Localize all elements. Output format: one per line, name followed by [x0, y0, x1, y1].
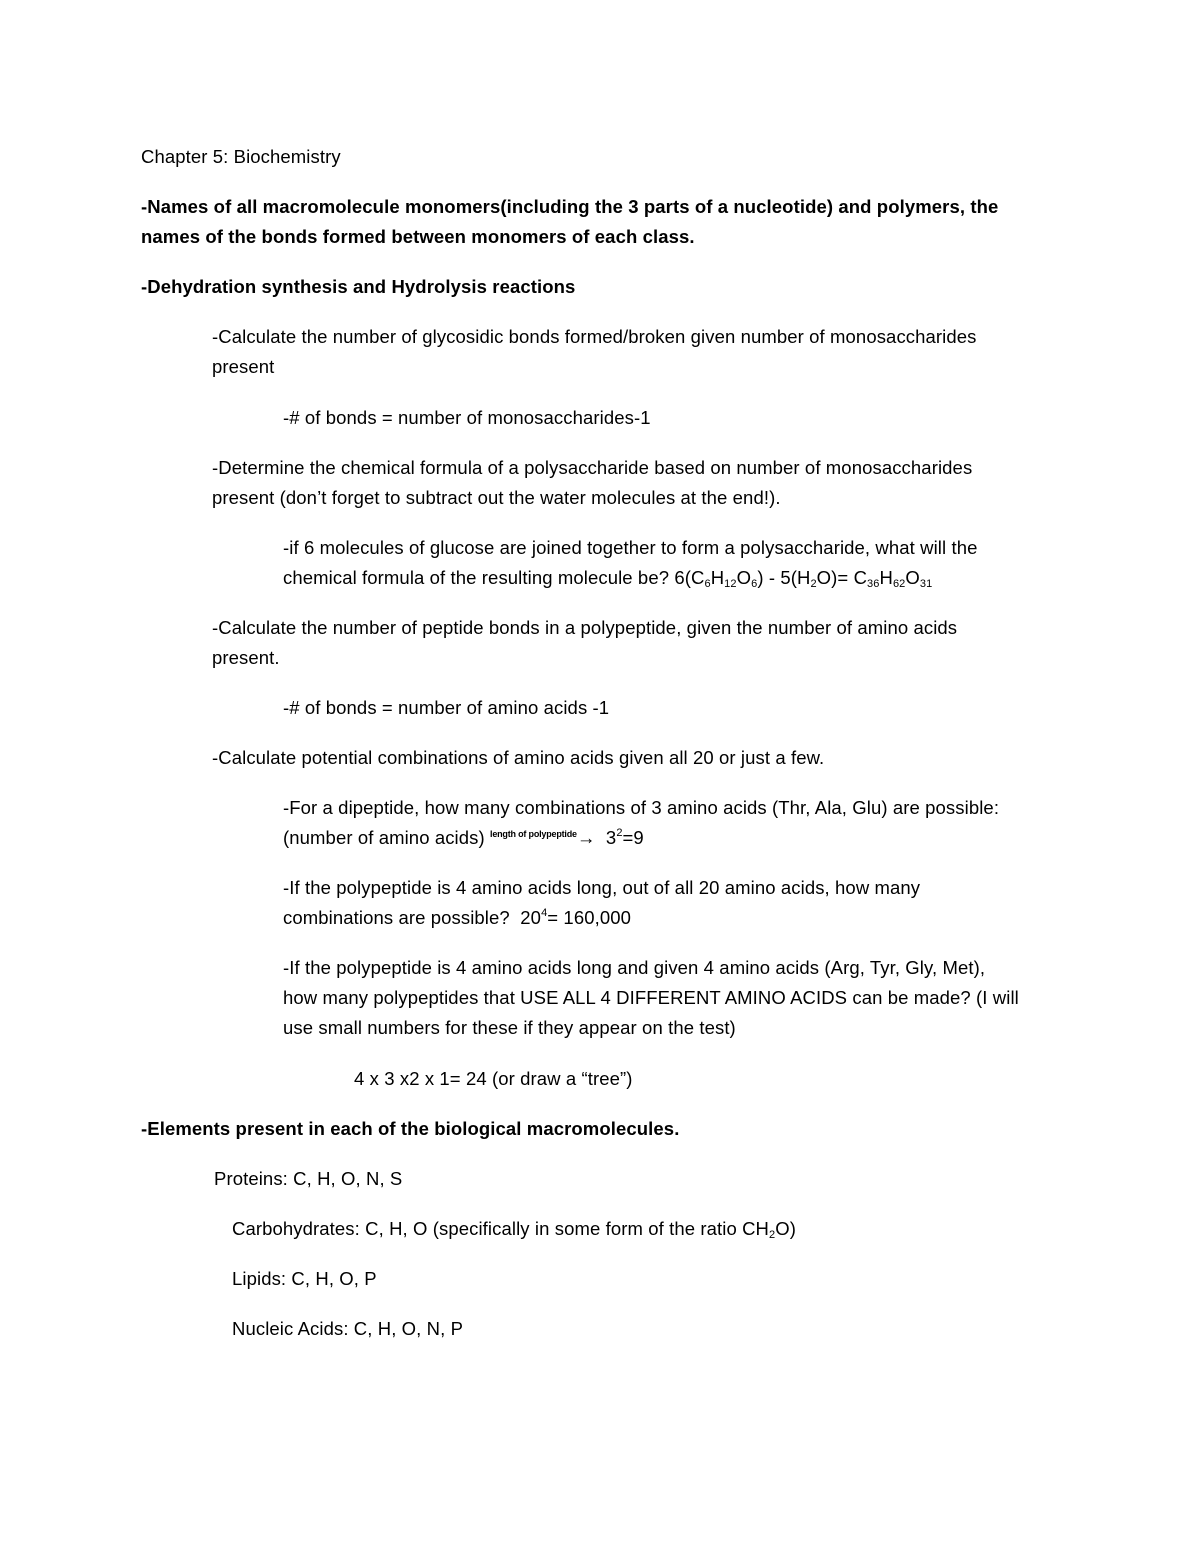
arrow-icon: → — [576, 827, 596, 848]
given-amino-example-line-1: -If the polypeptide is 4 amino acids long and given 4 amino acids (Arg, Tyr, Gly, Met), — [283, 957, 986, 978]
glucose-example-line-1: -if 6 molecules of glucose are joined together to form a polysaccharide, what will the — [283, 537, 978, 558]
macromolecule-names-line-2: names of the bonds formed between monomers of each class. — [141, 226, 695, 247]
dipeptide-exponent-label: length of polypeptide — [490, 829, 577, 839]
peptide-bonds-line-2: present. — [212, 647, 280, 668]
dipeptide-example-line-1: -For a dipeptide, how many combinations of 3 amino acids (Thr, Ala, Glu) are possible: — [283, 797, 1000, 818]
chapter-title: Chapter 5: Biochemistry — [141, 146, 341, 167]
glycosidic-bonds-rule: -# of bonds = number of monosaccharides-1 — [283, 407, 651, 428]
glycosidic-bonds-line-1: -Calculate the number of glycosidic bonds formed/broken given number of monosaccharides — [212, 326, 977, 347]
four-amino-example-line-2: combinations are possible? $20^4= 160,000$ — [283, 907, 631, 928]
amino-acid-combinations-heading: -Calculate potential combinations of amino acids given all 20 or just a few. — [212, 747, 825, 768]
peptide-bonds-line-1: -Calculate the number of peptide bonds in a polypeptide, given the number of amino acids — [212, 617, 958, 638]
dipeptide-expression: (number of amino acids) — [283, 827, 485, 848]
given-amino-example-line-2: how many polypeptides that USE ALL 4 DIFFERENT AMINO ACIDS can be made? (I will — [283, 987, 1019, 1008]
glucose-example-question: chemical formula of the resulting molecule be? — [283, 567, 670, 588]
nucleic-acids-elements: Nucleic Acids: C, H, O, N, P — [232, 1318, 464, 1339]
given-amino-example-line-3: use small numbers for these if they appear on the test) — [283, 1017, 736, 1038]
glucose-example-line-2 — [283, 566, 932, 590]
glucose-equation: $6(C_6H_{12}O_6) - 5(H_2O)= C_{36}H_{62}O_{31}$ — [674, 567, 933, 590]
carbohydrates-elements: Carbohydrates: C, H, O (specifically in some form of the ratio $CH_2O$) — [232, 1218, 796, 1241]
four-amino-example-line-1: -If the polypeptide is 4 amino acids long, out of all 20 amino acids, how many — [283, 877, 921, 898]
dehydration-hydrolysis-heading: -Dehydration synthesis and Hydrolysis reactions — [141, 276, 576, 297]
proteins-elements: Proteins: C, H, O, N, S — [214, 1168, 403, 1189]
dipeptide-example-line-2: (number of amino acids) $^{length of polypeptide}\to 3^2=9$ — [283, 827, 644, 848]
polysaccharide-formula-line-2: present (don’t forget to subtract out the water molecules at the end!). — [212, 487, 781, 508]
tree-calculation: 4 x 3 x2 x 1= 24 (or draw a “tree”) — [354, 1068, 633, 1089]
elements-heading: -Elements present in each of the biological macromolecules. — [141, 1118, 680, 1139]
polysaccharide-formula-line-1: -Determine the chemical formula of a polysaccharide based on number of monosaccharides — [212, 457, 973, 478]
peptide-bonds-rule: -# of bonds = number of amino acids -1 — [283, 697, 610, 718]
macromolecule-names-line-1: -Names of all macromolecule monomers(including the 3 parts of a nucleotide) and polymers, the — [141, 196, 999, 217]
glycosidic-bonds-line-2: present — [212, 356, 275, 377]
lipids-elements: Lipids: C, H, O, P — [232, 1268, 377, 1289]
